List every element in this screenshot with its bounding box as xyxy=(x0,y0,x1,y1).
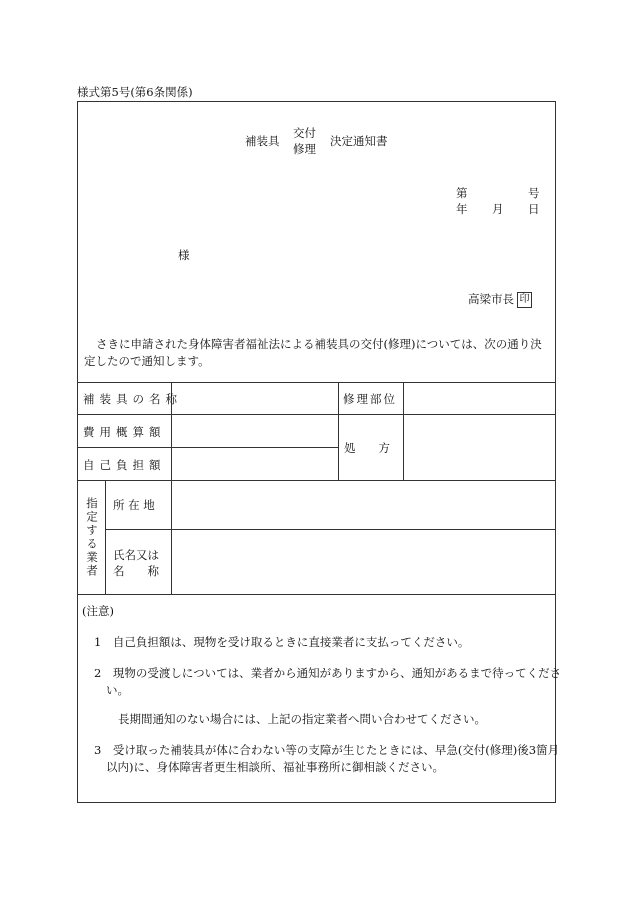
title-suffix: 決定通知書 xyxy=(330,134,388,148)
table-line-bottom xyxy=(77,594,556,595)
table-col-line-4 xyxy=(171,480,172,594)
number-go: 号 xyxy=(528,186,540,200)
note-item-2-sub: 長期間通知のない場合には、上記の指定業者へ問い合わせてください。 xyxy=(118,712,486,726)
table-line-row2 xyxy=(77,447,339,448)
body-text: さきに申請された身体障害者福祉法による補装具の交付(修理)については、次の通り決定したので通知します。 xyxy=(84,337,542,368)
prescription-label: 処 方 xyxy=(344,441,390,455)
note-item-3: 3 受け取った補装具が体に合わない等の支障が生じたときには、早急(交付(修理)後3箇月以内)に、身体障害者更生相談所、福祉事務所に御相談ください。 xyxy=(94,743,560,774)
addressee-suffix: 様 xyxy=(178,248,190,262)
title-option-issue: 交付 xyxy=(293,126,316,140)
date-day: 日 xyxy=(528,202,540,216)
form-number: 様式第5号(第6条関係) xyxy=(77,85,193,99)
date-month: 月 xyxy=(492,202,504,216)
address-label: 所 在 地 xyxy=(113,498,155,512)
issuer-name: 高梁市長 xyxy=(468,292,514,306)
device-name-label: 補装具の名称 xyxy=(83,392,182,406)
note-item-2: 2 現物の受渡しについては、業者から通知がありますから、通知があるまで待ってください。 xyxy=(94,666,562,697)
table-col-line-2 xyxy=(338,382,339,480)
title-prefix: 補装具 xyxy=(245,134,280,148)
self-pay-label: 自己負担額 xyxy=(83,458,166,472)
table-line-row1 xyxy=(77,414,556,415)
table-col-line-3 xyxy=(403,382,404,480)
date-year: 年 xyxy=(456,202,468,216)
table-line-top xyxy=(77,382,556,383)
name-label-line2: 名 称 xyxy=(113,564,159,578)
table-col-line-vendor xyxy=(105,480,106,594)
title-option-repair: 修理 xyxy=(293,142,316,156)
notes-heading: (注意) xyxy=(82,604,114,618)
note-item-1: 1 自己負担額は、現物を受け取るときに直接業者に支払ってください。 xyxy=(94,635,470,649)
cost-estimate-label: 費用概算額 xyxy=(83,425,166,439)
name-label-line1: 氏名又は xyxy=(113,548,159,562)
table-line-row4 xyxy=(105,529,556,530)
number-dai: 第 xyxy=(456,186,468,200)
repair-part-label: 修理部位 xyxy=(343,392,397,406)
table-line-row3 xyxy=(77,480,556,481)
issuer xyxy=(468,291,532,308)
designated-vendor-label: 指定する業者 xyxy=(85,497,99,578)
seal-mark: 印 xyxy=(517,292,532,308)
